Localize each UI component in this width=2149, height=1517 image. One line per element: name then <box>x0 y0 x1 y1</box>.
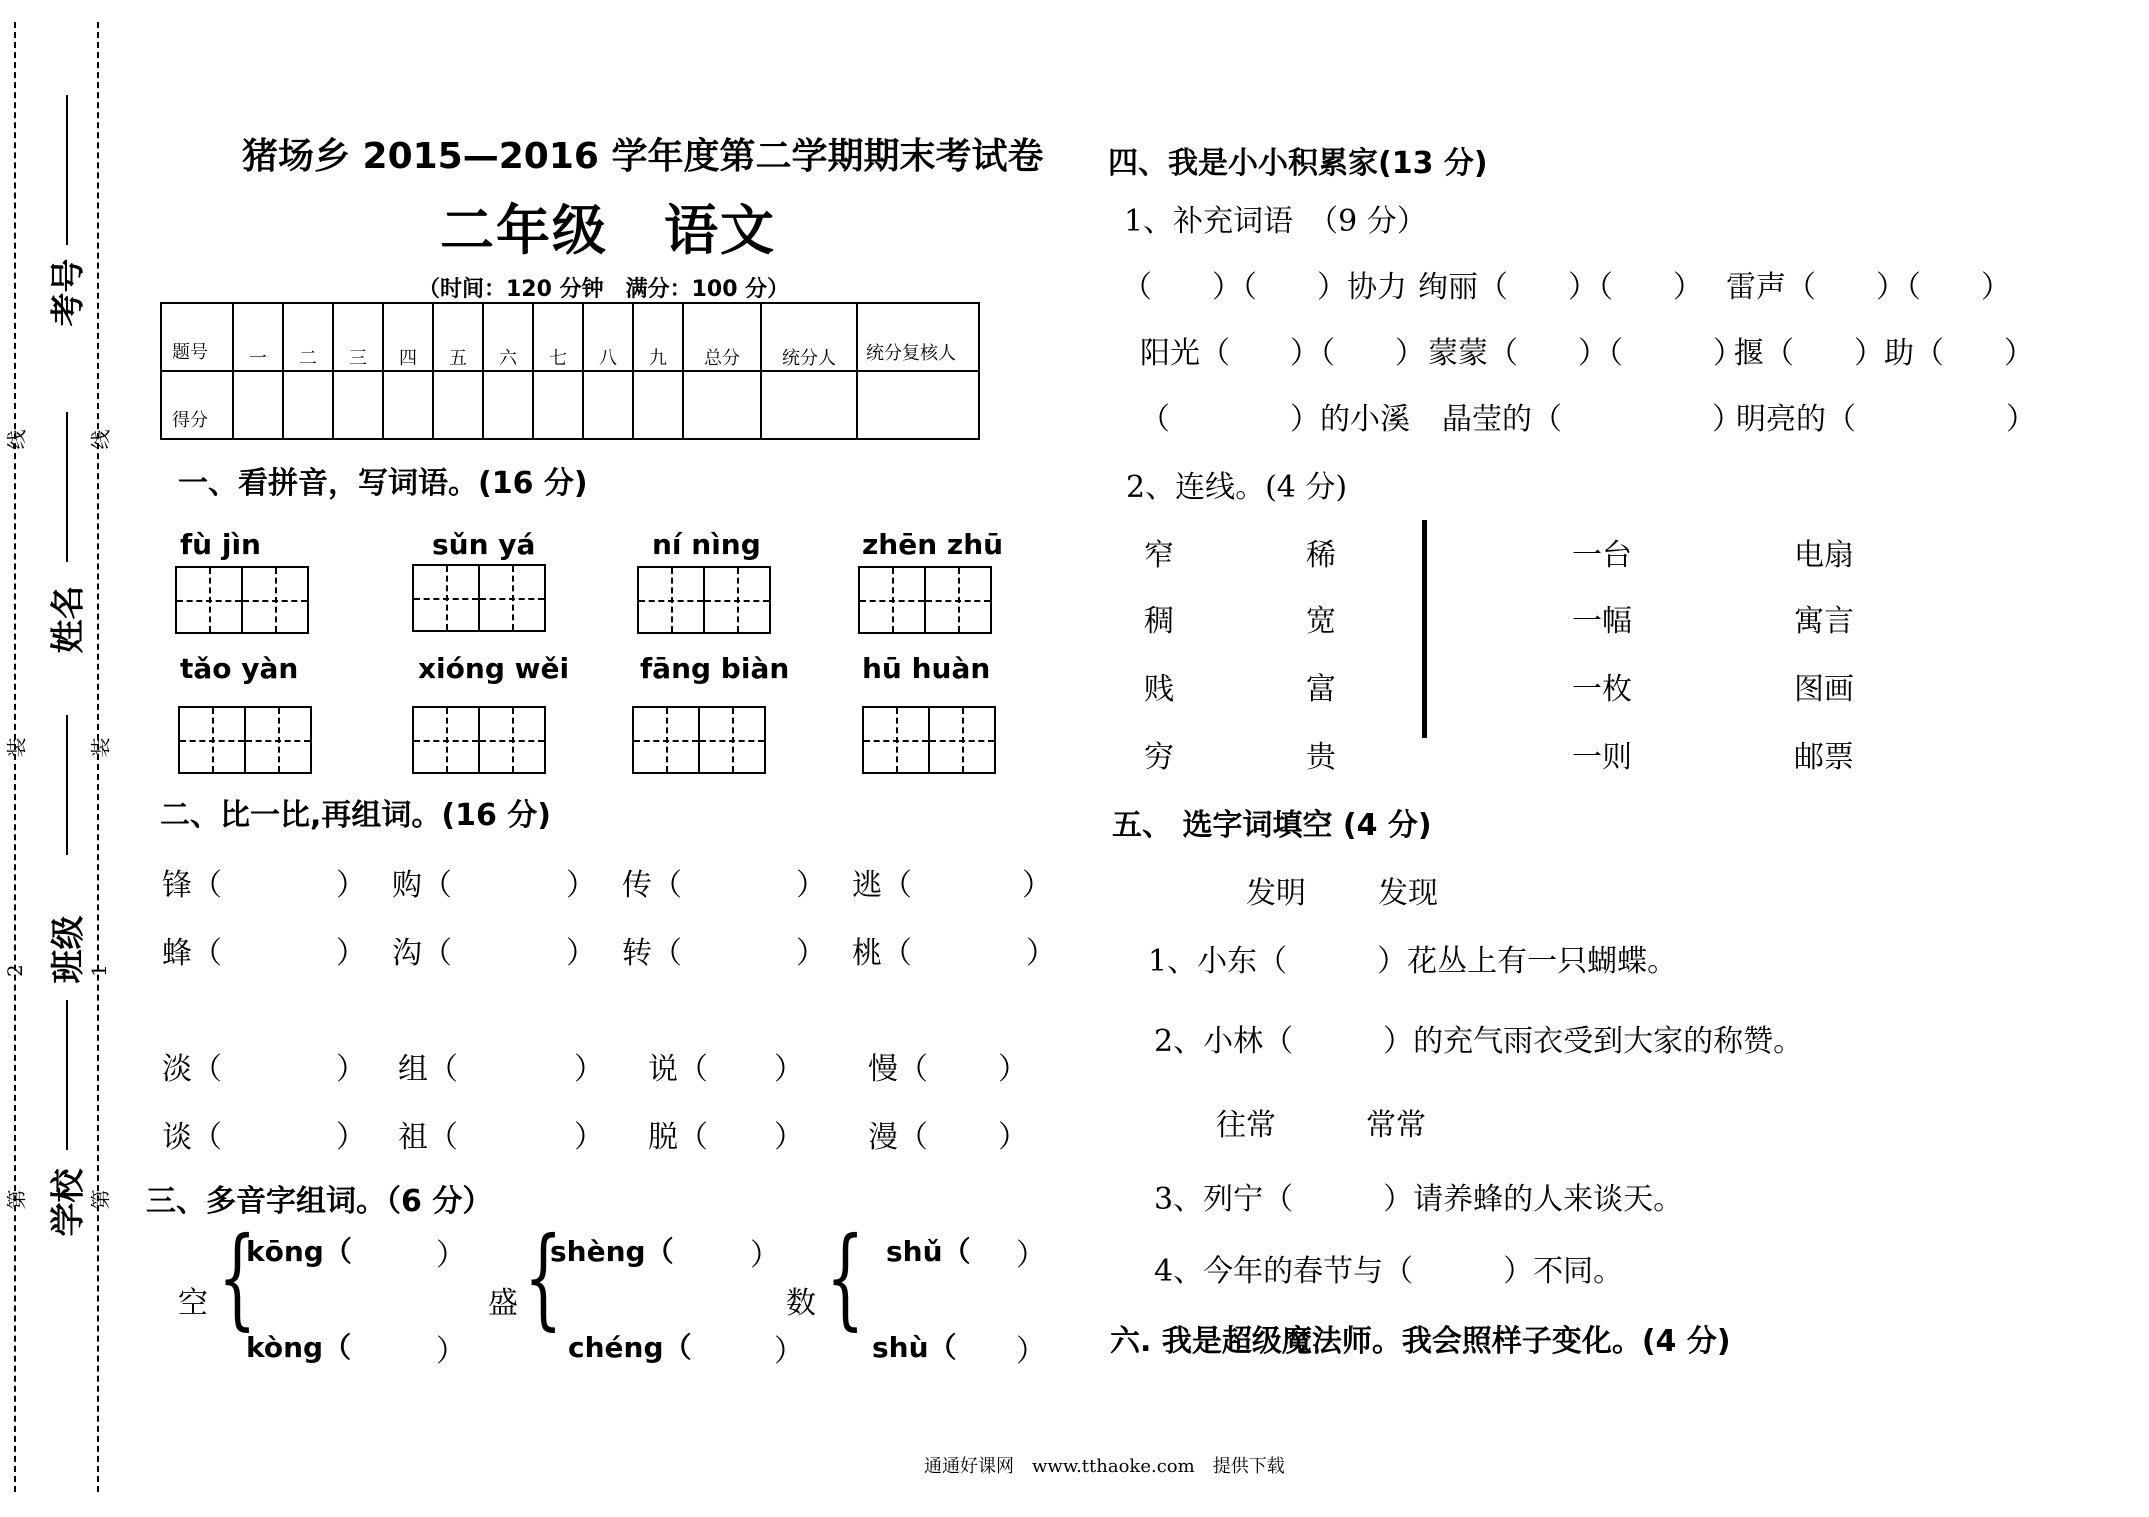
score-cell[interactable] <box>533 371 583 439</box>
match-word[interactable]: 一台 <box>1572 538 1632 573</box>
score-header-cell: 六 <box>483 303 533 371</box>
fill-item: （ ）的小溪 <box>1140 402 1410 437</box>
compare-item: 祖（ <box>398 1120 458 1155</box>
score-header-cell: 总分 <box>683 303 761 371</box>
compare-close: ） <box>336 868 366 903</box>
page-num-right: 1 <box>87 964 111 977</box>
writing-grid-cell[interactable] <box>698 706 766 774</box>
kaohao-label: 考号 <box>48 258 89 327</box>
polyphone-reading: shù（ <box>872 1331 957 1364</box>
compare-close: ） <box>1016 1238 1046 1273</box>
compare-close: ） <box>566 868 596 903</box>
subject-title: 二年级 语文 <box>440 199 776 262</box>
score-cell[interactable] <box>283 371 333 439</box>
fill-item: 雷声（ ）（ ） <box>1726 270 2011 305</box>
section1-title: 一、看拼音，写词语。(16 分) <box>178 466 588 501</box>
choice-word: 发现 <box>1378 876 1438 911</box>
fill-sentence: 3、列宁（ ）请养蜂的人来谈天。 <box>1154 1182 1684 1217</box>
writing-grid-cell[interactable] <box>862 706 930 774</box>
section4-sub2: 2、连线。(4 分) <box>1126 470 1348 505</box>
compare-item: 购（ <box>392 868 452 903</box>
fill-item: 晶莹的（ ） <box>1442 402 1742 437</box>
compare-close: ） <box>796 936 826 971</box>
zhuang-mark-left: 装 <box>4 737 29 758</box>
score-cell[interactable] <box>857 371 979 439</box>
score-header-cell: 一 <box>233 303 283 371</box>
banji-blank <box>66 715 68 855</box>
polyphone-char: 数 <box>786 1286 816 1321</box>
score-cell[interactable] <box>683 371 761 439</box>
writing-grid-cell[interactable] <box>478 706 546 774</box>
compare-item: 谈（ <box>162 1120 222 1155</box>
compare-item: 蜂（ <box>162 936 222 971</box>
match-word[interactable]: 穷 <box>1144 740 1174 775</box>
banji-label: 班级 <box>48 915 89 984</box>
pinyin-label: zhēn zhū <box>862 528 1004 561</box>
compare-item: 慢（ <box>868 1052 928 1087</box>
compare-close: ） <box>1026 936 1056 971</box>
compare-close: ） <box>1022 868 1052 903</box>
polyphone-reading: shèng（ <box>550 1235 674 1268</box>
polyphone-char: 空 <box>178 1286 208 1321</box>
score-header-cell: 四 <box>383 303 433 371</box>
compare-close: ） <box>998 1052 1028 1087</box>
writing-grid-cell[interactable] <box>928 706 996 774</box>
writing-grid-cell[interactable] <box>178 706 246 774</box>
polyphone-reading: chéng（ <box>568 1331 692 1364</box>
match-word[interactable]: 稠 <box>1144 604 1174 639</box>
section4-sub1: 1、补充词语 （9 分） <box>1124 204 1427 239</box>
brace-icon: { <box>218 1213 257 1341</box>
writing-grid-cell[interactable] <box>858 566 926 634</box>
compare-close: ） <box>436 1238 466 1273</box>
fill-item: 绚丽（ ）（ ） <box>1418 270 1703 305</box>
score-header-cell: 统分人 <box>761 303 857 371</box>
match-word[interactable]: 一枚 <box>1572 672 1632 707</box>
match-word[interactable]: 贱 <box>1144 672 1174 707</box>
compare-close: ） <box>574 1120 604 1155</box>
writing-grid-cell[interactable] <box>632 706 700 774</box>
score-cell[interactable] <box>333 371 383 439</box>
fill-item: 蒙蒙（ ）（ ） <box>1428 336 1743 371</box>
fill-item: （ ）（ ）协力 <box>1122 270 1407 305</box>
match-word[interactable]: 寓言 <box>1794 604 1854 639</box>
xuexiao-label: 学校 <box>48 1168 89 1237</box>
writing-grid-cell[interactable] <box>412 706 480 774</box>
section2-title: 二、比一比,再组词。(16 分) <box>160 798 552 833</box>
choice-word: 常常 <box>1366 1108 1426 1143</box>
score-header-cell: 统分复核人 <box>857 303 979 371</box>
polyphone-reading: kōng（ <box>246 1235 352 1268</box>
score-table <box>160 302 980 440</box>
compare-close: ） <box>336 1052 366 1087</box>
xian-mark-right: 线 <box>88 429 113 450</box>
score-header-cell: 二 <box>283 303 333 371</box>
compare-close: ） <box>336 1120 366 1155</box>
exam-title: 猪场乡 2015—2016 学年度第二学期期末考试卷 <box>242 136 1044 177</box>
compare-close: ） <box>336 936 366 971</box>
writing-grid-cell[interactable] <box>703 566 771 634</box>
match-divider <box>1422 520 1427 738</box>
fill-sentence: 4、今年的春节与（ ）不同。 <box>1154 1254 1624 1289</box>
fill-item: 揠（ ）助（ ） <box>1734 336 2034 371</box>
score-cell[interactable] <box>633 371 683 439</box>
score-cell[interactable] <box>583 371 633 439</box>
compare-close: ） <box>796 868 826 903</box>
pinyin-label: fāng biàn <box>640 652 790 685</box>
fill-sentence: 1、小东（ ）花丛上有一只蝴蝶。 <box>1148 944 1678 979</box>
match-word[interactable]: 稀 <box>1306 538 1336 573</box>
score-header-cell: 五 <box>433 303 483 371</box>
score-header-cell: 八 <box>583 303 633 371</box>
compare-item: 组（ <box>398 1052 458 1087</box>
match-word[interactable]: 贵 <box>1306 740 1336 775</box>
section5-title: 五、 选字词填空 (4 分) <box>1112 808 1432 843</box>
compare-close: ） <box>1016 1334 1046 1369</box>
xian-mark-left: 线 <box>4 429 29 450</box>
score-cell[interactable] <box>433 371 483 439</box>
section4-title: 四、我是小小积累家(13 分) <box>1108 146 1488 181</box>
xuexiao-blank <box>66 1000 68 1150</box>
pinyin-label: tǎo yàn <box>180 652 299 685</box>
score-cell[interactable] <box>383 371 433 439</box>
pinyin-label: xióng wěi <box>418 652 570 685</box>
pinyin-label: ní nìng <box>652 528 761 561</box>
match-word[interactable]: 邮票 <box>1794 740 1854 775</box>
compare-close: ） <box>574 1052 604 1087</box>
score-cell[interactable] <box>761 371 857 439</box>
match-word[interactable]: 窄 <box>1144 538 1174 573</box>
compare-close: ） <box>566 936 596 971</box>
writing-grid-cell[interactable] <box>412 564 480 632</box>
polyphone-char: 盛 <box>488 1286 518 1321</box>
match-word[interactable]: 宽 <box>1306 604 1336 639</box>
compare-item: 转（ <box>622 936 682 971</box>
pinyin-label: fù jìn <box>180 528 261 561</box>
writing-grid-cell[interactable] <box>175 566 243 634</box>
fill-sentence: 2、小林（ ）的充气雨衣受到大家的称赞。 <box>1154 1024 1804 1059</box>
compare-item: 锋（ <box>162 868 222 903</box>
choice-word: 往常 <box>1216 1108 1276 1143</box>
compare-close: ） <box>750 1238 780 1273</box>
compare-item: 沟（ <box>392 936 452 971</box>
writing-grid-cell[interactable] <box>478 564 546 632</box>
compare-item: 说（ <box>648 1052 708 1087</box>
score-header-cell: 三 <box>333 303 383 371</box>
pinyin-label: sǔn yá <box>432 528 536 561</box>
compare-close: ） <box>998 1120 1028 1155</box>
time-info: （时间：120 分钟 满分：100 分） <box>418 277 790 302</box>
score-cell[interactable] <box>483 371 533 439</box>
footer-text: 通通好课网 www.tthaoke.com 提供下载 <box>924 1456 1285 1477</box>
writing-grid-cell[interactable] <box>924 566 992 634</box>
choice-word: 发明 <box>1246 876 1306 911</box>
section6-title: 六. 我是超级魔法师。我会照样子变化。(4 分) <box>1110 1324 1731 1359</box>
brace-icon: { <box>524 1213 563 1341</box>
compare-item: 逃（ <box>852 868 912 903</box>
score-header-cell: 七 <box>533 303 583 371</box>
pinyin-label: hū huàn <box>862 652 991 685</box>
writing-grid-cell[interactable] <box>241 566 309 634</box>
xingming-blank <box>66 412 68 562</box>
compare-item: 脱（ <box>648 1120 708 1155</box>
kaohao-blank <box>66 95 68 245</box>
zhuang-mark-right: 装 <box>88 737 113 758</box>
score-header-cell: 九 <box>633 303 683 371</box>
di-mark-right: 第 <box>88 1189 113 1210</box>
compare-item: 传（ <box>622 868 682 903</box>
compare-item: 桃（ <box>852 936 912 971</box>
di-mark-left: 第 <box>4 1189 29 1210</box>
page-num-left: 2 <box>3 964 27 977</box>
compare-item: 漫（ <box>868 1120 928 1155</box>
fill-item: 明亮的（ ） <box>1736 402 2036 437</box>
writing-grid-cell[interactable] <box>244 706 312 774</box>
brace-icon: { <box>826 1213 865 1341</box>
compare-close: ） <box>774 1120 804 1155</box>
writing-grid-cell[interactable] <box>637 566 705 634</box>
compare-item: 淡（ <box>162 1052 222 1087</box>
score-header-cell: 题号 <box>161 303 233 371</box>
fill-item: 阳光（ ）（ ） <box>1140 336 1425 371</box>
section3-title: 三、多音字组词。（6 分） <box>146 1184 493 1219</box>
match-word[interactable]: 一则 <box>1572 740 1632 775</box>
xingming-label: 姓名 <box>48 585 89 654</box>
polyphone-reading: shǔ（ <box>886 1235 971 1268</box>
polyphone-reading: kòng（ <box>246 1331 352 1364</box>
match-word[interactable]: 一幅 <box>1572 604 1632 639</box>
match-word[interactable]: 图画 <box>1794 672 1854 707</box>
score-cell[interactable] <box>233 371 283 439</box>
compare-close: ） <box>436 1334 466 1369</box>
match-word[interactable]: 富 <box>1306 672 1336 707</box>
compare-close: ） <box>774 1052 804 1087</box>
match-word[interactable]: 电扇 <box>1794 538 1854 573</box>
score-row-label: 得分 <box>161 371 233 439</box>
compare-close: ） <box>774 1334 804 1369</box>
